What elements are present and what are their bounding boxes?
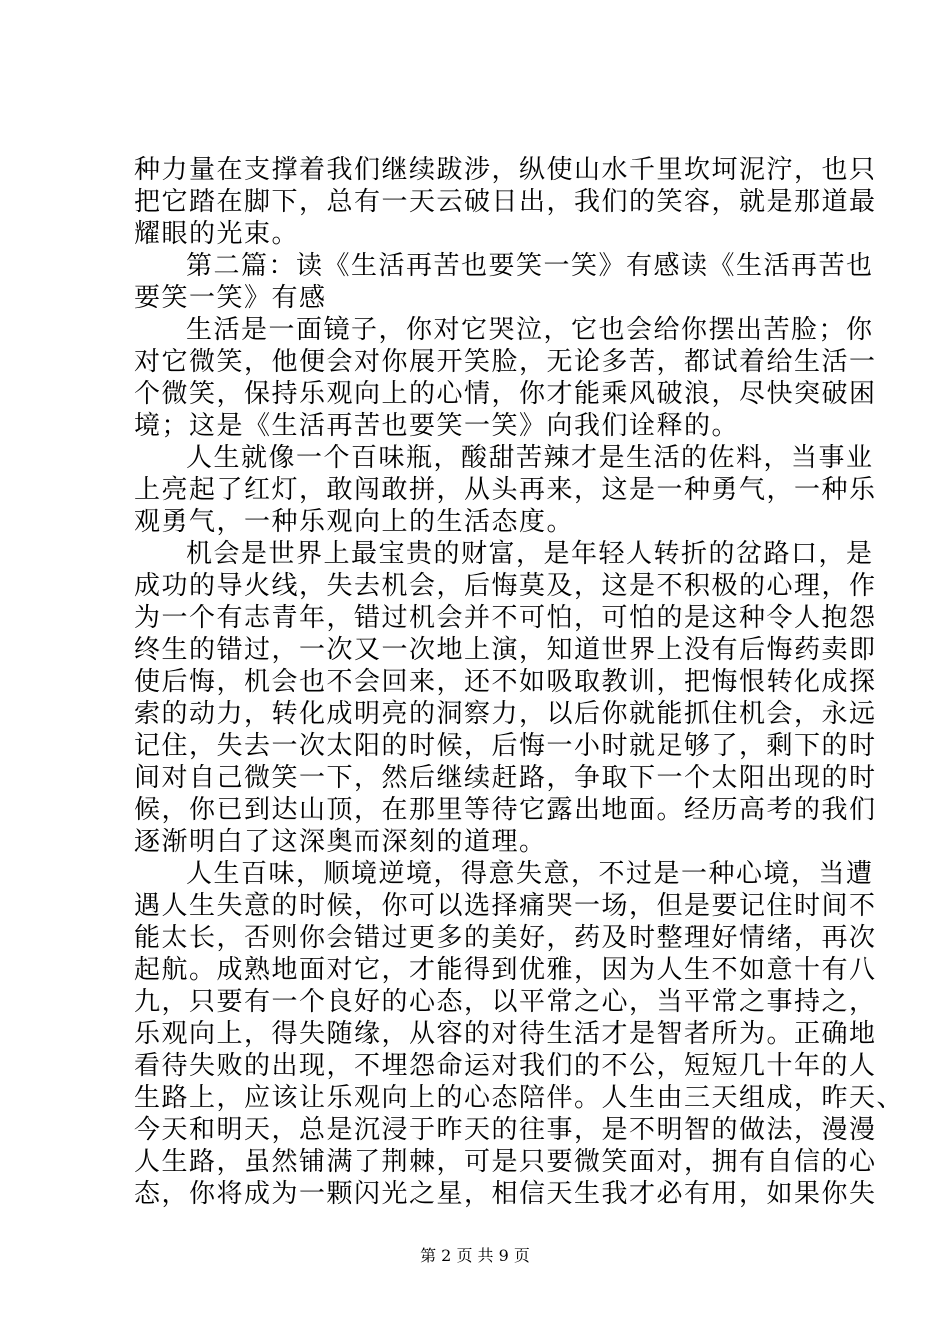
- text-line: 今天和明天，总是沉浸于昨天的往事，是不明智的做法，漫漫: [134, 1115, 877, 1145]
- text-line: 机会是世界上最宝贵的财富，是年轻人转折的岔路口，是: [186, 539, 874, 569]
- text-line: 乐观向上，得失随缘，从容的对待生活才是智者所为。正确地: [134, 1019, 877, 1049]
- document-body: [134, 154, 905, 1210]
- text-line: 种力量在支撑着我们继续跋涉，纵使山水千里坎坷泥泞，也只: [134, 155, 877, 185]
- text-line: 观勇气，一种乐观向上的生活态度。: [134, 507, 575, 537]
- text-line: 人生就像一个百味瓶，酸甜苦辣才是生活的佐料，当事业: [186, 443, 874, 473]
- text-line: 人生百味，顺境逆境，得意失意，不过是一种心境，当遭: [186, 859, 874, 889]
- text-line: 起航。成熟地面对它，才能得到优雅，因为人生不如意十有八: [134, 955, 877, 985]
- text-line: 记住，失去一次太阳的时候，后悔一小时就足够了，剩下的时: [134, 731, 877, 761]
- text-line: 上亮起了红灯，敢闯敢拼，从头再来，这是一种勇气，一种乐: [134, 475, 877, 505]
- text-line: 要笑一笑》有感: [134, 283, 327, 313]
- text-line: 为一个有志青年，错过机会并不可怕，可怕的是这种令人抱怨: [134, 603, 877, 633]
- text-line: 把它踏在脚下，总有一天云破日出，我们的笑容，就是那道最: [134, 187, 877, 217]
- page-footer: 第 2 页 共 9 页: [420, 1246, 530, 1265]
- text-line: 九，只要有一个良好的心态，以平常之心，当平常之事持之，: [134, 987, 877, 1017]
- text-line: 生活是一面镜子，你对它哭泣，它也会给你摆出苦脸；你: [186, 315, 874, 345]
- text-line: 遇人生失意的时候，你可以选择痛哭一场，但是要记住时间不: [134, 891, 877, 921]
- text-line: 人生路，虽然铺满了荆棘，可是只要微笑面对，拥有自信的心: [134, 1147, 877, 1177]
- text-line: 间对自己微笑一下，然后继续赶路，争取下一个太阳出现的时: [134, 763, 877, 793]
- text-line: 终生的错过，一次又一次地上演，知道世界上没有后悔药卖即: [134, 635, 877, 665]
- text-line: 态，你将成为一颗闪光之星，相信天生我才必有用，如果你失: [134, 1179, 877, 1209]
- text-line: 对它微笑，他便会对你展开笑脸，无论多苦，都试着给生活一: [134, 347, 877, 377]
- text-line: 逐渐明白了这深奥而深刻的道理。: [134, 827, 547, 857]
- text-line: 耀眼的光束。: [134, 219, 300, 249]
- text-line: 生路上，应该让乐观向上的心态陪伴。人生由三天组成，昨天、: [134, 1083, 905, 1113]
- text-line: 第二篇：读《生活再苦也要笑一笑》有感读《生活再苦也: [186, 251, 874, 281]
- text-line: 候，你已到达山顶，在那里等待它露出地面。经历高考的我们: [134, 795, 877, 825]
- text-line: 使后悔，机会也不会回来，还不如吸取教训，把悔恨转化成探: [134, 667, 877, 697]
- text-line: 成功的导火线，失去机会，后悔莫及，这是不积极的心理，作: [134, 571, 877, 601]
- text-line: 索的动力，转化成明亮的洞察力，以后你就能抓住机会，永远: [134, 699, 877, 729]
- text-line: 能太长，否则你会错过更多的美好，药及时整理好情绪，再次: [134, 923, 877, 953]
- text-line: 个微笑，保持乐观向上的心情，你才能乘风破浪，尽快突破困: [134, 379, 877, 409]
- text-line: 看待失败的出现，不埋怨命运对我们的不公，短短几十年的人: [134, 1051, 877, 1081]
- text-line: 境；这是《生活再苦也要笑一笑》向我们诠释的。: [134, 411, 740, 441]
